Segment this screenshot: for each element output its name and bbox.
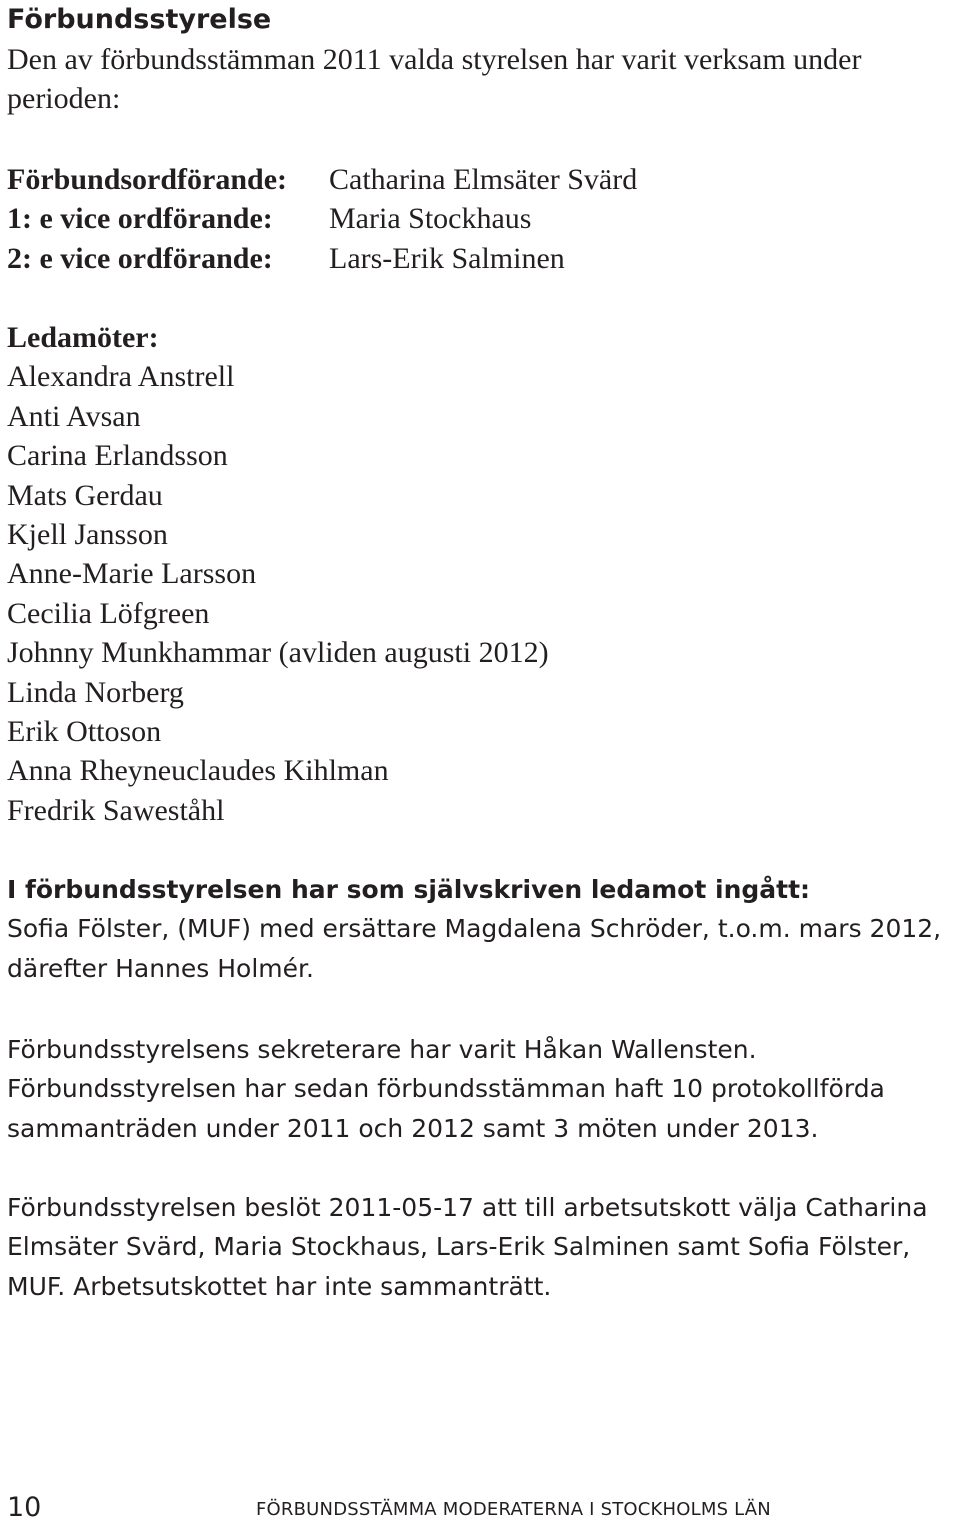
officer-name: Lars-Erik Salminen xyxy=(329,241,565,275)
officer-row xyxy=(7,239,637,278)
member-name: Carina Erlandsson xyxy=(7,439,228,473)
officer-role: Förbundsordförande: xyxy=(7,163,288,196)
members-section xyxy=(7,318,549,830)
member-name: Johnny Munkhammar (avliden augusti 2012) xyxy=(7,636,549,670)
secretary-paragraph: Förbundsstyrelsens sekreterare har varit Håkan Wallensten. Förbundsstyrelsen har sedan förbundsstämman haft 10 protokollförda sammanträden under 2011 och 2012 samt 3 möten under 2013. xyxy=(7,1035,885,1143)
officer-role: 2: e vice ordförande: xyxy=(7,241,273,275)
member-name: Erik Ottoson xyxy=(7,715,162,749)
officer-row xyxy=(7,199,637,238)
member-name: Anne-Marie Larsson xyxy=(7,557,257,591)
officer-name: Maria Stockhaus xyxy=(329,202,532,236)
member-name: Anna Rheyneuclaudes Kihlman xyxy=(7,754,389,788)
page-footer xyxy=(0,1490,960,1530)
members-list xyxy=(7,357,549,830)
page-number: 10 xyxy=(7,1492,42,1523)
intro-paragraph: Den av förbundsstämman 2011 valda styrelsen har varit verksam under perioden: xyxy=(7,43,862,116)
working-committee-paragraph: Förbundsstyrelsen beslöt 2011-05-17 att till arbetsutskott välja Catharina Elmsäter Svärd, Maria Stockhaus, Lars-Erik Salminen samt Sofia Fölster, MUF. Arbetsutskottet har inte sammanträtt. xyxy=(7,1193,928,1301)
member-name: Kjell Jansson xyxy=(7,518,168,552)
page-title: Förbundsstyrelse xyxy=(7,4,272,35)
member-name: Fredrik Saweståhl xyxy=(7,793,225,827)
ex-officio-section xyxy=(7,870,957,988)
members-title: Ledamöter: xyxy=(7,321,159,354)
officer-role: 1: e vice ordförande: xyxy=(7,202,273,236)
officers-table xyxy=(7,160,637,278)
member-name: Linda Norberg xyxy=(7,675,184,709)
officer-row xyxy=(7,160,637,199)
member-name: Alexandra Anstrell xyxy=(7,360,235,394)
ex-officio-title: I förbundsstyrelsen har som självskriven ledamot ingått: xyxy=(7,875,811,904)
member-name: Anti Avsan xyxy=(7,399,141,433)
ex-officio-text: Sofia Fölster, (MUF) med ersättare Magdalena Schröder, t.o.m. mars 2012, därefter Hannes Holmér. xyxy=(7,914,942,983)
member-name: Mats Gerdau xyxy=(7,478,163,512)
running-title: FÖRBUNDSSTÄMMA MODERATERNA I STOCKHOLMS LÄN xyxy=(256,1499,771,1520)
member-name: Cecilia Löfgreen xyxy=(7,596,210,630)
officer-name: Catharina Elmsäter Svärd xyxy=(329,163,638,196)
